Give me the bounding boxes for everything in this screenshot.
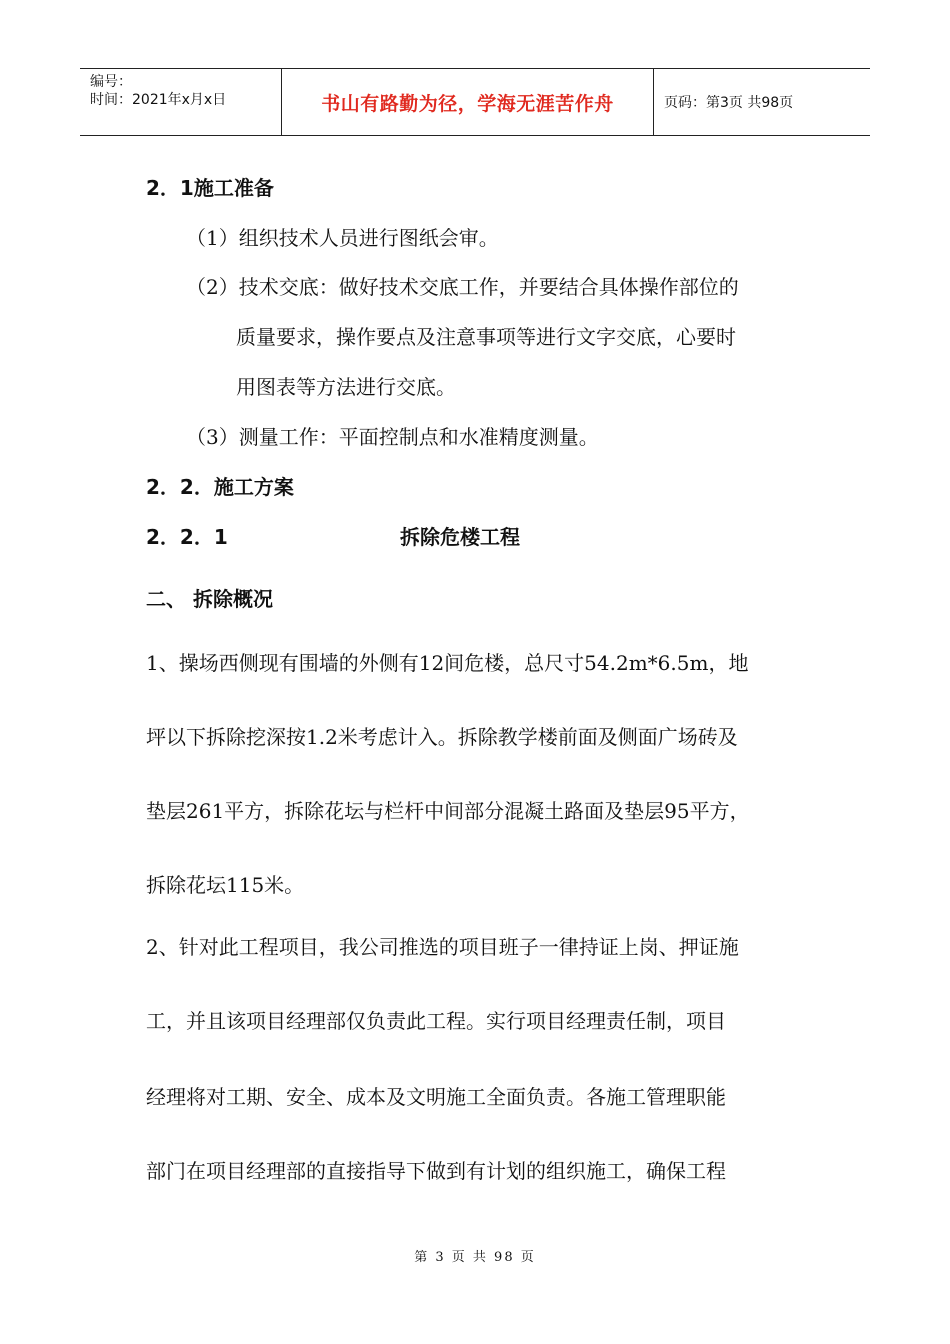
paragraph-line: 2、针对此工程项目，我公司推选的项目班子一律持证上岗、押证施 [146,935,739,959]
list-item: （1）组织技术人员进行图纸会审。 [186,226,499,250]
section-heading: 2．1施工准备 [146,176,274,200]
page-header [80,68,870,136]
list-item-continuation: 质量要求，操作要点及注意事项等进行文字交底，心要时 [236,325,736,349]
paragraph-line: 坪以下拆除挖深按1.2米考虑计入。拆除教学楼前面及侧面广场砖及 [146,725,738,749]
document-number: 编号： [90,74,132,90]
header-page-info: 页码：第3页 共98页 [664,95,794,111]
header-motto: 书山有路勤为径，学海无涯苦作舟 [282,69,654,135]
document-date: 时间：2021年x月x日 [90,92,227,108]
paragraph-line: 经理将对工期、安全、成本及文明施工全面负责。各施工管理职能 [146,1085,726,1109]
subsection-title: 拆除危楼工程 [400,525,520,549]
page-footer: 第 3 页 共 98 页 [414,1250,536,1265]
paragraph-line: 工，并且该项目经理部仅负责此工程。实行项目经理责任制，项目 [146,1009,726,1033]
part-heading: 二、 拆除概况 [146,587,273,611]
header-meta [80,69,282,135]
list-item: （3）测量工作：平面控制点和水准精度测量。 [186,425,599,449]
paragraph-line: 1、操场西侧现有围墙的外侧有12间危楼，总尺寸54.2m*6.5m，地 [146,651,749,675]
subsection-number: 2．2．1 [146,525,228,549]
list-item: （2）技术交底：做好技术交底工作，并要结合具体操作部位的 [186,275,739,299]
paragraph-line: 垫层261平方，拆除花坛与栏杆中间部分混凝土路面及垫层95平方， [146,799,750,823]
paragraph-line: 拆除花坛115米。 [146,873,305,897]
paragraph-line: 部门在项目经理部的直接指导下做到有计划的组织施工，确保工程 [146,1159,726,1183]
list-item-continuation: 用图表等方法进行交底。 [236,375,456,399]
section-heading: 2．2．施工方案 [146,475,294,499]
